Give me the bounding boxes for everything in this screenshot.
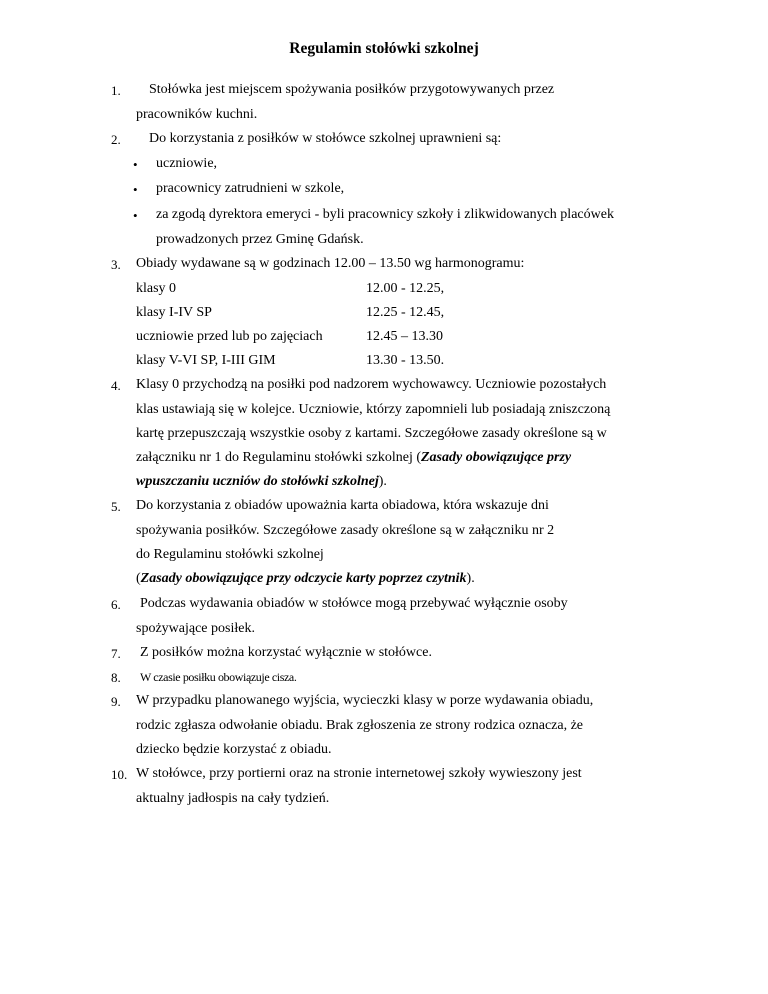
item-10-number: 10. [111, 767, 128, 782]
item-5-number: 5. [111, 499, 121, 514]
item-8-line-1: W czasie posiłku obowiązuje cisza. [140, 670, 297, 684]
bullet-icon: • [133, 182, 138, 197]
schedule-group-4: klasy V-VI SP, I-III GIM [136, 353, 276, 368]
item-4-line-3: kartę przepuszczają wszystkie osoby z kartami. Szczegółowe zasady określone są w [136, 426, 607, 441]
bullet-icon: • [133, 208, 138, 223]
item-6-line-2: spożywające posiłek. [136, 621, 255, 636]
item-6-number: 6. [111, 597, 121, 612]
item-5-line-1: Do korzystania z obiadów upoważnia karta obiadowa, która wskazuje dni [136, 498, 549, 513]
schedule-group-3: uczniowie przed lub po zajęciach [136, 329, 323, 344]
item-5-line-4-open: ( [136, 571, 141, 586]
item-2-bullet-1: uczniowie, [156, 156, 218, 171]
item-4-line-1: Klasy 0 przychodzą na posiłki pod nadzorem wychowawcy. Uczniowie pozostałych [136, 377, 607, 392]
item-5-line-3: do Regulaminu stołówki szkolnej [136, 547, 324, 562]
bullet-icon: • [133, 157, 138, 172]
item-1-number: 1. [111, 83, 121, 98]
item-2-bullet-2: pracownicy zatrudnieni w szkole, [156, 181, 345, 196]
item-4-line-5 [136, 474, 387, 490]
item-4-line-4 [136, 450, 571, 466]
item-10-line-1: W stołówce, przy portierni oraz na stronie internetowej szkoły wywieszony jest [136, 766, 582, 781]
schedule-time-3: 12.45 – 13.30 [366, 329, 443, 344]
item-2-line-1: Do korzystania z posiłków w stołówce szkolnej uprawnieni są: [149, 131, 502, 146]
item-3-number: 3. [111, 257, 121, 272]
item-9-line-2: rodzic zgłasza odwołanie obiadu. Brak zgłoszenia ze strony rodzica oznacza, że [136, 718, 584, 733]
item-1-line-2: pracowników kuchni. [136, 107, 258, 122]
document-title: Regulamin stołówki szkolnej [289, 40, 479, 57]
item-4-annex-title-cont: wpuszczaniu uczniów do stołówki szkolnej [136, 474, 379, 489]
item-2-bullet-3: za zgodą dyrektora emeryci - byli pracownicy szkoły i zlikwidowanych placówek [156, 207, 614, 222]
item-5-line-4 [136, 571, 475, 587]
schedule-group-1: klasy 0 [136, 281, 177, 296]
item-4-line-2: klas ustawiają się w kolejce. Uczniowie, którzy zapomnieli lub posiadają zniszczoną [136, 402, 611, 417]
item-9-line-1: W przypadku planowanego wyjścia, wycieczki klasy w porze wydawania obiadu, [136, 693, 594, 708]
item-6-line-1: Podczas wydawania obiadów w stołówce mogą przebywać wyłącznie osoby [140, 596, 568, 611]
item-2-number: 2. [111, 132, 121, 147]
item-4-line-5-end: ). [378, 474, 387, 489]
schedule-time-1: 12.00 - 12.25, [366, 281, 445, 296]
item-7-line-1: Z posiłków można korzystać wyłącznie w stołówce. [140, 645, 432, 660]
schedule-time-4: 13.30 - 13.50. [366, 353, 445, 368]
item-3-line-1: Obiady wydawane są w godzinach 12.00 – 13.50 wg harmonogramu: [136, 256, 525, 271]
item-5-line-4-close: ). [466, 571, 475, 586]
item-9-number: 9. [111, 694, 121, 709]
item-4-annex-title: Zasady obowiązujące przy [421, 450, 572, 465]
schedule-group-2: klasy I-IV SP [136, 305, 212, 320]
item-9-line-3: dziecko będzie korzystać z obiadu. [136, 742, 332, 757]
item-10-line-2: aktualny jadłospis na cały tydzień. [136, 791, 330, 806]
schedule-time-2: 12.25 - 12.45, [366, 305, 445, 320]
item-4-number: 4. [111, 378, 121, 393]
item-8-number: 8. [111, 670, 121, 685]
item-4-line-4-text: załączniku nr 1 do Regulaminu stołówki szkolnej ( [136, 450, 421, 465]
item-2-bullet-3-cont: prowadzonych przez Gminę Gdańsk. [156, 232, 364, 247]
item-5-line-2: spożywania posiłków. Szczegółowe zasady określone są w załączniku nr 2 [136, 523, 555, 538]
item-5-annex-title: Zasady obowiązujące przy odczycie karty poprzez czytnik [140, 571, 467, 586]
item-7-number: 7. [111, 646, 121, 661]
item-1-line-1: Stołówka jest miejscem spożywania posiłków przygotowywanych przez [149, 82, 555, 97]
